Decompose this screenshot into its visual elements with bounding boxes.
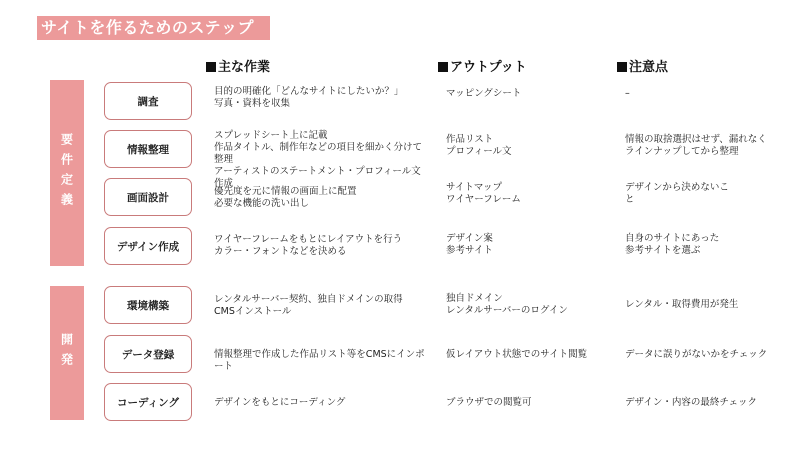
row-screen-design-output: サイトマップ ワイヤーフレーム	[446, 182, 521, 205]
square-bullet-icon	[438, 62, 448, 72]
row-screen-design-main: 優先度を元に情報の画面上に配置 必要な機能の洗い出し	[214, 186, 357, 209]
column-header-notes-label: 注意点	[629, 60, 669, 75]
step-research: 調査	[104, 82, 192, 120]
column-header-notes	[617, 56, 668, 75]
step-screen-design: 画面設計	[104, 178, 192, 216]
step-coding: コーディング	[104, 383, 192, 421]
row-screen-design-notes: デザインから決めないこ と	[625, 182, 729, 205]
row-data-registration-notes: データに誤りがないかをチェック	[625, 349, 768, 360]
row-design-creation-output: デザイン案 参考サイト	[446, 233, 493, 256]
row-research-main: 目的の明確化「どんなサイトにしたいか？」 写真・資料を収集	[214, 86, 404, 109]
row-data-registration-main: 情報整理で作成した作品リスト等をCMSにインポート	[214, 349, 425, 372]
step-data-registration: データ登録	[104, 335, 192, 373]
row-environment-setup-notes: レンタル・取得費用が発生	[625, 299, 739, 310]
column-header-main-label: 主な作業	[218, 60, 271, 75]
row-info-organize-main: スプレッドシート上に記載 作品タイトル、制作年などの項目を細かく分けて整理 アーティストのステートメント・プロフィール文作成	[214, 130, 423, 189]
row-info-organize-output: 作品リスト プロフィール文	[446, 134, 512, 157]
row-coding-main: デザインをもとにコーディング	[214, 397, 346, 408]
row-research-notes: –	[625, 88, 630, 99]
phase-development	[50, 286, 84, 420]
column-header-output	[438, 56, 527, 75]
square-bullet-icon	[617, 62, 627, 72]
row-coding-output: ブラウザでの閲覧可	[446, 397, 532, 408]
row-data-registration-output: 仮レイアウト状態でのサイト閲覧	[446, 349, 588, 360]
row-info-organize-notes: 情報の取捨選択はせず、漏れなく ラインナップしてから整理	[625, 134, 767, 157]
square-bullet-icon	[206, 62, 216, 72]
row-design-creation-notes: 自身のサイトにあった 参考サイトを選ぶ	[625, 233, 720, 256]
phase-requirements-label: 要件定義	[59, 133, 74, 213]
column-header-main	[206, 56, 270, 75]
column-header-output-label: アウトプット	[450, 60, 527, 75]
page-title: サイトを作るためのステップ	[37, 16, 270, 40]
step-environment-setup: 環境構築	[104, 286, 192, 324]
phase-development-label: 開発	[59, 333, 74, 373]
row-environment-setup-output: 独自ドメイン レンタルサーバーのログイン	[446, 293, 568, 316]
row-coding-notes: デザイン・内容の最終チェック	[625, 397, 758, 408]
step-info-organize: 情報整理	[104, 130, 192, 168]
row-environment-setup-main: レンタルサーバー契約、独自ドメインの取得 CMSインストール	[214, 294, 403, 317]
row-research-output: マッピングシート	[446, 88, 522, 99]
row-design-creation-main: ワイヤーフレームをもとにレイアウトを行う カラー・フォントなどを決める	[214, 234, 403, 257]
phase-requirements	[50, 80, 84, 266]
step-design-creation: デザイン作成	[104, 227, 192, 265]
